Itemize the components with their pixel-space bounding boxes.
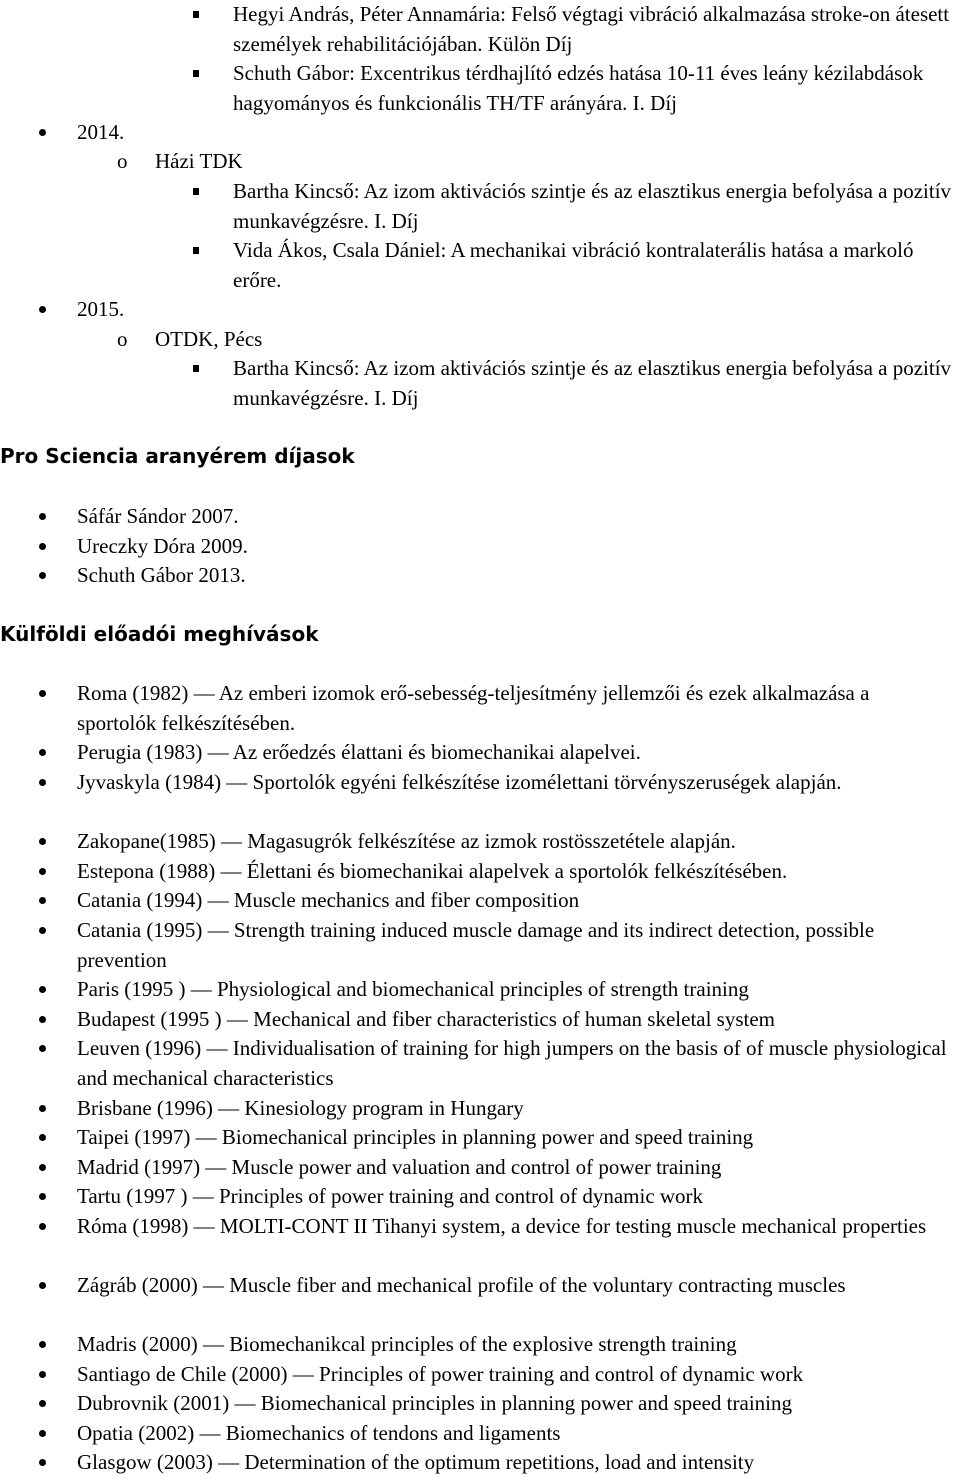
invitation-item: Taipei (1997) — Biomechanical principles in planning power and speed training [77,1123,953,1153]
invitation-item: Perugia (1983) — Az erőedzés élattani és biomechanikai alapelvei. [77,738,953,768]
award-item: Bartha Kincső: Az izom aktivációs szintje és az elasztikus energia befolyása a pozitív munkavégzésre. I. Díj [233,177,953,236]
invitation-item: Paris (1995 ) — Physiological and biomechanical principles of strength training [77,975,953,1005]
invitation-item: Róma (1998) — MOLTI-CONT II Tihanyi system, a device for testing muscle mechanical properties [77,1212,953,1242]
laureate-item: Sáfár Sándor 2007. [77,502,953,532]
invitation-item: Catania (1994) — Muscle mechanics and fiber composition [77,886,953,916]
invitation-item: Leuven (1996) — Individualisation of training for high jumpers on the basis of of muscle physiological and mechanical characteristics [77,1034,953,1093]
laureate-item: Schuth Gábor 2013. [77,561,953,591]
pro-sciencia-heading: Pro Sciencia aranyérem díjasok [0,444,355,468]
invitation-item: Zágráb (2000) — Muscle fiber and mechanical profile of the voluntary contracting muscles [77,1271,953,1301]
invitation-item: Catania (1995) — Strength training induced muscle damage and its indirect detection, possible prevention [77,916,953,975]
award-item: Hegyi András, Péter Annamária: Felső végtagi vibráció alkalmazása stroke-on átesett személyek rehabilitációjában. Külön Díj [233,0,953,59]
invitation-item: Zakopane(1985) — Magasugrók felkészítése az izmok rostösszetétele alapján. [77,827,953,857]
invitation-item: Dubrovnik (2001) — Biomechanical principles in planning power and speed training [77,1389,953,1419]
invitations-heading: Külföldi előadói meghívások [0,622,319,646]
event-heading: o Házi TDK [155,147,243,177]
award-item: Bartha Kincső: Az izom aktivációs szintje és az elasztikus energia befolyása a pozitív munkavégzésre. I. Díj [233,354,953,413]
invitation-item: Glasgow (2003) — Determination of the optimum repetitions, load and intensity [77,1448,953,1478]
invitation-item: Estepona (1988) — Élettani és biomechanikai alapelvek a sportolók felkészítésében. [77,857,953,887]
year-heading: 2014. [77,118,124,148]
invitation-item: Tartu (1997 ) — Principles of power training and control of dynamic work [77,1182,953,1212]
award-item: Vida Ákos, Csala Dániel: A mechanikai vibráció kontralaterális hatása a markoló erőre. [233,236,953,295]
year-heading: 2015. [77,295,124,325]
invitation-item: Madris (2000) — Biomechanikcal principles of the explosive strength training [77,1330,953,1360]
invitation-item: Roma (1982) — Az emberi izomok erő-sebesség-teljesítmény jellemzői és ezek alkalmazása a sportolók felkészítésében. [77,679,953,738]
award-item: Schuth Gábor: Excentrikus térdhajlító edzés hatása 10-11 éves leány kézilabdások hagyományos és funkcionális TH/TF arányára. I. Díj [233,59,953,118]
invitation-item: Opatia (2002) — Biomechanics of tendons and ligaments [77,1419,953,1449]
invitation-item: Brisbane (1996) — Kinesiology program in Hungary [77,1094,953,1124]
invitation-item: Jyvaskyla (1984) — Sportolók egyéni felkészítése izomélettani törvényszeruségek alapján. [77,768,953,798]
event-heading: o OTDK, Pécs [155,325,262,355]
laureate-item: Ureczky Dóra 2009. [77,532,953,562]
invitation-item: Madrid (1997) — Muscle power and valuation and control of power training [77,1153,953,1183]
invitation-item: Santiago de Chile (2000) — Principles of power training and control of dynamic work [77,1360,953,1390]
invitation-item: Budapest (1995 ) — Mechanical and fiber characteristics of human skeletal system [77,1005,953,1035]
